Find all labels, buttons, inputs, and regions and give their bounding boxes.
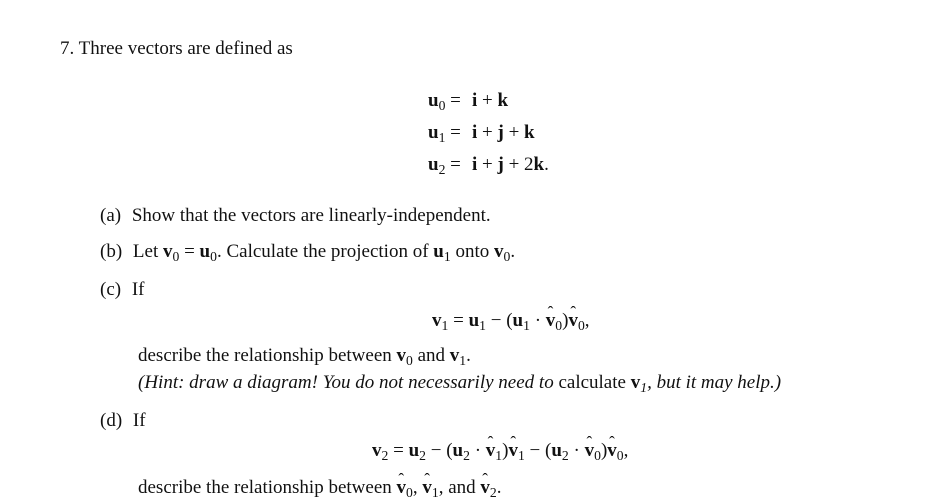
part-c-if: If xyxy=(131,279,145,300)
definition-u1: $u_1 = i + j + k$ xyxy=(428,122,535,145)
part-b: (b) Let $v_0 = u_0$. Calculate the projection of $u_1$ onto $v_0$. xyxy=(100,241,516,264)
part-b-calc: . Calculate the projection of xyxy=(216,241,429,262)
part-b-onto: onto xyxy=(455,241,490,262)
equation-v2: $v_2 = u_2 - (u_2$ · ˆ $v_1)ˆ$ $v_1 - (u_2$ · ˆ $v_0)ˆ$ $v_0$, xyxy=(372,440,628,462)
definition-u0: $u_0 = i + k$ xyxy=(428,90,509,113)
part-d-label: (d) xyxy=(100,410,123,431)
problem-number: 7. xyxy=(60,38,75,59)
part-a-text: Show that the vectors are linearly-independent. xyxy=(131,205,491,226)
part-b-label: (b) xyxy=(100,241,123,262)
part-c-hint: (Hint: draw a diagram! You do not necessarily need to calculate $v_1$, but it may help.) xyxy=(138,372,782,395)
equation-v1: $v_1 = u_1 - (u_1$ · ˆ $v_0)ˆ$ $v_0$, xyxy=(432,310,590,332)
part-b-let: Let xyxy=(132,241,159,262)
part-a xyxy=(100,205,491,227)
part-c-describe: describe the relationship between $v_0$ and $v_1$. xyxy=(138,345,471,368)
part-c xyxy=(100,279,145,301)
problem-intro: Three vectors are defined as xyxy=(78,38,293,59)
part-c-label: (c) xyxy=(100,279,122,300)
part-d-if: If xyxy=(132,410,146,431)
part-a-label: (a) xyxy=(100,205,122,226)
part-d xyxy=(100,410,146,432)
problem-header xyxy=(60,38,293,60)
definition-u2: $u_2 = i + j + 2k$. xyxy=(428,154,549,177)
part-d-describe: describe the relationship between ˆ $v_0$, ˆ $v_1$, and ˆ $v_2$. xyxy=(138,477,501,499)
